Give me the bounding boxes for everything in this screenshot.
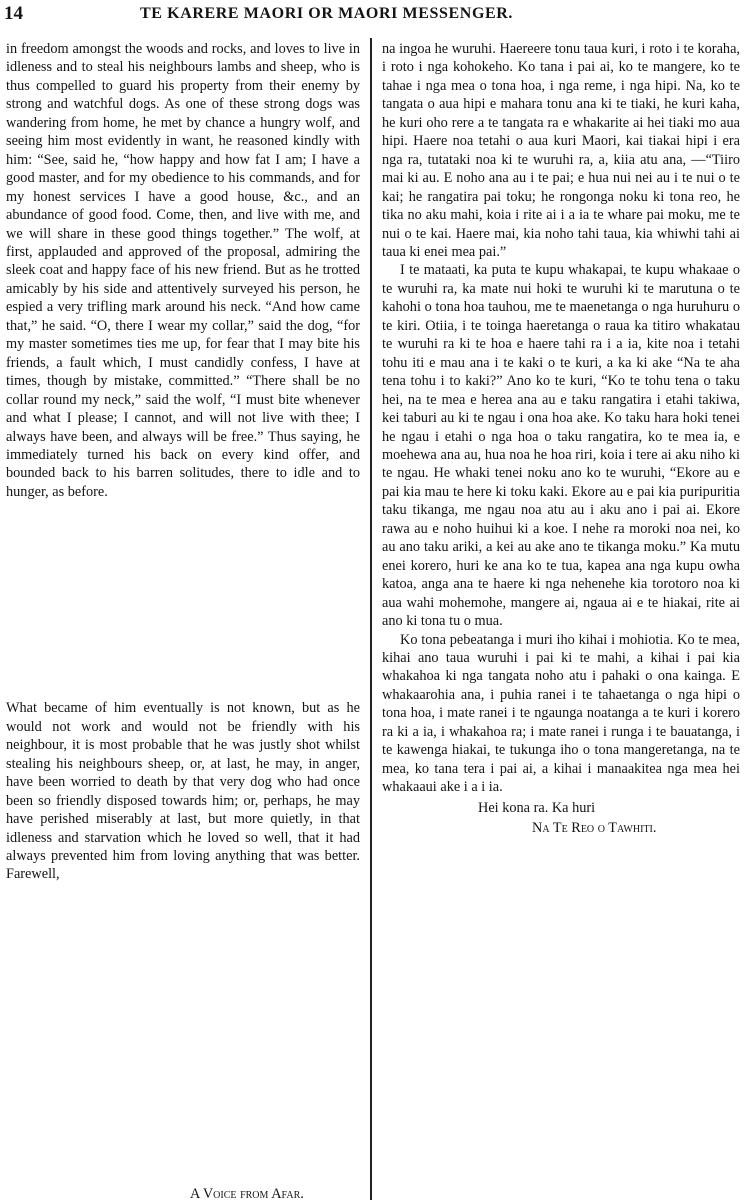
page-header xyxy=(0,0,748,30)
maori-signoff-line-1: Hei kona ra. Ka huri xyxy=(478,799,596,816)
maori-paragraph-2: I te mataati, ka puta te kupu whakapai, te kupu whakaae o te wuruhi ra, ka mate nui hoki te wuruhi ki te marutuna o te kahohi o tona hoa tauhou, me te maenetanga o nga huruhuru o te kiri. Otiia, i te toinga haeretanga o raua ka titiro whakatau te wuruhi ra ki te hoa e haere tahi ra i a ia, kite noa i tetahi tohu iti e mau ana i te kaki o te kuri, a ka ki ake “Na te aha tena tohu i to kaki?” Ano ko te kuri, “Ko te tohu tena o taku hei, na te mea e herea ana au e taku rangatira i etahi takiwa, kei taburi au ki te ngau i ona hoa ake. Ko taku hara hoki tenei he ngau i etahi o nga hoa o taku rangatira, ko te mea ia, e moehewa ana au, hua noa he hoa riri, koia i tere ai aku niho ki te ngau. He whaki tenei noku ano ko te wuruhi, “Ekore au e pai kia mau te here ki toku kaki. Ekore au e pai kia puripuritia taku tikanga, me ngau noa atu au i aku ano i pai ai. Ekore rawa au e noho huihui ki a koe. I nehe ra moroki noa nei, ko au ano taku ariki, a kei au ake ano te tikanga moku.” Ka mutu enei korero, huri ke ana ko te tua, kapea ana nga kupu owha katoa, anga ana te haere ki nga nehenehe kia torotoro noa ki aua wahi mohemohe, mangere ai, ngaua ai e te hiakai, rite ai ano ki tona tu o mua. xyxy=(382,262,740,630)
maori-paragraph-1: na ingoa he wuruhi. Haereere tonu taua kuri, i roto i te koraha, i roto i nga kohokeho. Ko tana i pai ai, ko te mangere, ko te tahae i nga mea o tona hoa, i nga reme, i nga hipi. Na, ko te tangata o aua hipi e mahara tonu ana ki te tiaki, he kuri kaha, he kuri oho rere a te tangata ra e whakarite ai hei tiaki mo aua hipi. Haere noa tetahi o aua kuri Maori, kai tiakai hipi i era nga ra, tutataki noa ki te wuruhi ra, a, kiia atu ana, —“Tiiro mai ki au. E noho ana au i te pai; e hua nui nei au i te nui o te kai; he rangatira pai toku; he rongonga noku ki tona reo, he tika no aku mahi, koia i rite ai i a ia te whare pai moku, me te nui o te kai. Haere mai, kia noho tahi taua, kia whiwhi tahi ai taua ki enei mea pai.” xyxy=(382,41,740,260)
blank-space xyxy=(6,501,360,699)
maori-paragraph-3: Ko tona pebeatanga i muri iho kihai i mohiotia. Ko te mea, kihai ano taua wuruhi i pai ki te mahi, a kihai i pai kia whakahoa ki nga tangata noho atu i pahaki o ona kainga. E whakaarohia ana, i puhia ranei i te tahaetanga o nga hipi o tona hoa, i mate ranei i te ngaunga noatanga a te kuri i korero ra ki a ia, i whakahoa ra; i mate ranei i runga i te bauatanga, i te kawenga hiakai, te tukunga iho o tona mangeretanga, na te mea, ko tana tera i pai ai, a kihai i manaakitea nga mea hei whakaaui ake i a i ia. xyxy=(382,631,740,796)
page-number: 14 xyxy=(4,3,23,24)
running-title: TE KARERE MAORI OR MAORI MESSENGER. xyxy=(140,5,514,22)
maori-signoff-line-2: Na Te Reo o Tawhiti. xyxy=(532,820,657,837)
column-divider xyxy=(370,38,372,1200)
english-paragraph-2: What became of him eventually is not known, but as he would not work and would not be friendly with his neighbour, it is most probable that he was justly shot whilst stealing his neighbours sheep, or, at last, he may, in anger, have been worried to death by that very dog who had once been so friendly disposed towards him; or, perhaps, he may have perished miserably at last, but more quietly, in that idleness and starvation which he loved so well, that it had always prevented him from loving anything that was better. Farewell, xyxy=(6,700,360,883)
english-byline: A Voice from Afar. xyxy=(190,1186,304,1202)
left-column-english xyxy=(6,40,360,1204)
english-paragraph-1: in freedom amongst the woods and rocks, and loves to live in idleness and to steal his neighbours lambs and sheep, who is thus compelled to guard his property from their enemy by strong and watchful dogs. As one of these strong dogs was wandering from home, he met by chance a hungry wolf, and seeing him most evidently in want, he reasoned kindly with him: “See, said he, “how happy and how fat I am; I have a good master, and for my obedience to his commands, and for my honest services I have a good house, &c., and an abundance of good food. Come, then, and live with me, and we will share in these good things together.” The wolf, at first, applauded and approved of the proposal, admiring the sleek coat and happy face of his new friend. But as he trotted amicably by his side and attentively surveyed his person, he espied a very trifling mark around his neck. “And how came that,” he said. “O, there I wear my collar,” said the dog, “for my master sometimes ties me up, for fear that I may bite his friends, a fault which, I must candidly confess, I have at times, though by mistake, committed.” “There shall be no collar round my neck,” said the wolf, “I must bite whenever and what I please; I cannot, and will not live with thee; I always have been, and always will be free.” Thus saying, he immediately turned his back on every kind offer, and bounded back to his barren solitudes, there to idle and to hunger, as before. xyxy=(6,41,360,500)
right-column-maori xyxy=(382,40,740,1204)
